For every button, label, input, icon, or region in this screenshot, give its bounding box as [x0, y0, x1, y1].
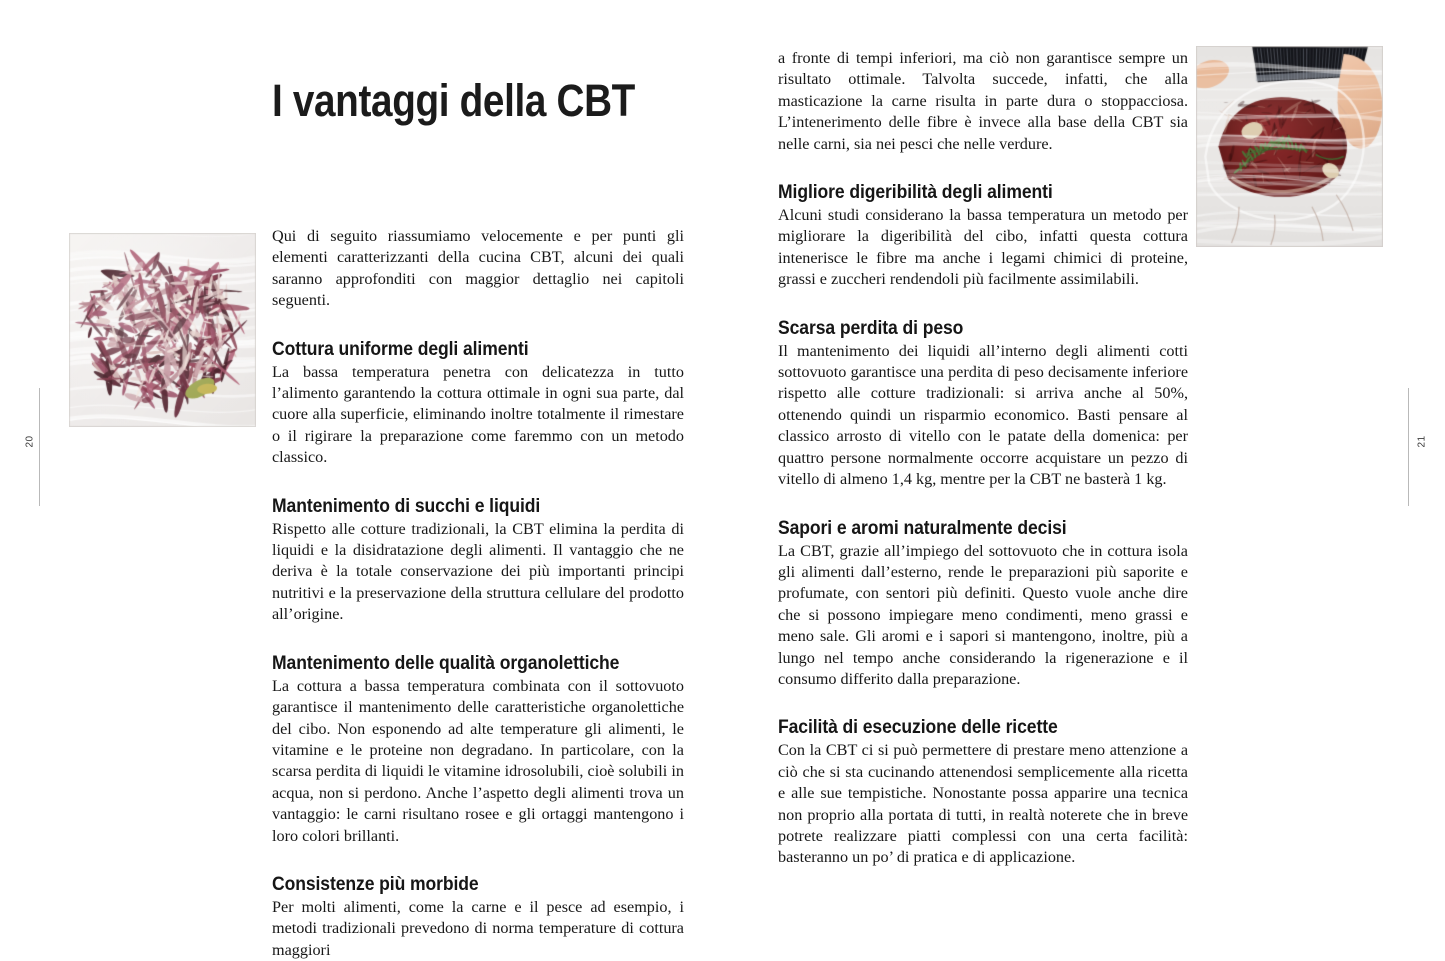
section-body: Con la CBT ci si può permettere di prestare meno attenzione a ciò che si sta cucinando attenendosi semplicemente alla ricetta e alle sue tempistiche. Nonostante possa apparire una tecnica non proprio alla portata di tutti, in realtà noterete che in breve potrete realizzare piatti complessi con una certa facilità: basteranno un po’ di pratica e di applicazione.	[778, 741, 1188, 867]
section-heading: Sapori e aromi naturalmente decisi	[778, 516, 1067, 539]
section-facilita-esecuzione	[778, 716, 1188, 868]
section-heading: Consistenze più morbide	[272, 872, 479, 895]
section-scarsa-perdita-peso	[778, 317, 1188, 491]
section-body: Alcuni studi considerano la bassa temperatura un metodo per migliorare la digeribilità del cibo, infatti questa cottura intenerisce le fibre ma anche i legami chimici di proteine, grassi e zuccheri rendendoli più facilmente assimilabili.	[778, 206, 1188, 289]
section-sapori-aromi	[778, 517, 1188, 691]
continuation-paragraph: a fronte di tempi inferiori, ma ciò non garantisce sempre un risultato ottimale. Talvolta succede, infatti, che alla masticazione la carne risulta in parte dura o stoppacciosa. L’intenerimento delle fibre è invece alla base della CBT sia nelle carni, sia nei pesci che nelle verdure.	[778, 49, 1188, 153]
intro-block	[272, 226, 684, 312]
radicchio-sottovuoto-photo	[69, 233, 256, 427]
folio-left	[18, 388, 58, 506]
page-number-left: 20	[24, 435, 36, 448]
section-cottura-uniforme	[272, 338, 684, 469]
section-consistenze-morbide	[272, 873, 684, 961]
intro-paragraph: Qui di seguito riassumiamo velocemente e per punti gli elementi caratterizzanti della cucina CBT, alcuni dei quali saranno approfonditi con maggior dettaglio nei capitoli seguenti.	[272, 227, 684, 310]
section-body: Il mantenimento dei liquidi all’interno degli alimenti cotti sottovuoto garantisce una perdita di peso decisamente inferiore rispetto alle cotture tradizionali: si arriva anche al 50%, ottenendo quindi un risparmio economico. Basti pensare al classico arrosto di vitello con le patate della domenica: per quattro persone normalmente occorre acquistare un pezzo di vitello di almeno 1,4 kg, mentre per la CBT ne basterà 1 kg.	[778, 341, 1188, 489]
section-heading: Mantenimento di succhi e liquidi	[272, 494, 541, 517]
section-heading: Scarsa perdita di peso	[778, 316, 964, 339]
carne-sottovuoto-photo	[1196, 46, 1383, 247]
section-qualita-organolettiche	[272, 652, 684, 847]
page-number-right: 21	[1416, 435, 1428, 448]
section-heading: Facilità di esecuzione delle ricette	[778, 716, 1058, 739]
folio-rule-right	[1408, 388, 1409, 506]
section-heading: Migliore digeribilità degli alimenti	[778, 181, 1053, 204]
section-heading: Cottura uniforme degli alimenti	[272, 337, 529, 360]
section-body: La CBT, grazie all’impiego del sottovuoto che in cottura isola gli alimenti dall’esterno, rende le preparazioni più saporite e profumate, con sentori più definiti. Questo vuole anche dire che si possono impiegare meno condimenti, meno grassi e meno sale. Gli aromi e i sapori si mantengono, inoltre, più a lungo nel tempo anche considerando la rigenerazione e il consumo differito dalla preparazione.	[778, 541, 1188, 688]
section-body: Per molti alimenti, come la carne e il pesce ad esempio, i metodi tradizionali prevedono di norma temperature di cottura maggiori	[272, 897, 684, 959]
section-body: Rispetto alle cotture tradizionali, la CBT elimina la perdita di liquidi e la disidratazione degli alimenti. Il vantaggio che ne deriva è la totale conservazione dei più importanti principi nutritivi e la preservazione della struttura cellulare del prodotto all’origine.	[272, 519, 684, 624]
section-body: La cottura a bassa temperatura combinata con il sottovuoto garantisce il mantenimento delle caratteristiche organolettiche del cibo. Non esponendo ad alte temperature gli alimenti, le vitamine e le proteine non degradano. In particolare, con la scarsa perdita di liquidi le vitamine idrosolubili, cioè solubili in acqua, non si perdono. Anche l’aspetto degli alimenti trova un vantaggio: le carni risultano rosee e gli ortaggi mantengono i loro colori brillanti.	[272, 676, 684, 845]
chapter-title: I vantaggi della CBT	[272, 75, 635, 127]
left-column	[272, 226, 684, 961]
section-migliore-digeribilita	[778, 181, 1188, 291]
right-column	[778, 48, 1188, 869]
section-heading: Mantenimento delle qualità organolettiche	[272, 651, 620, 674]
folio-rule-left	[39, 388, 40, 506]
folio-right	[1390, 388, 1430, 506]
section-mantenimento-succhi	[272, 495, 684, 626]
continuation-block	[778, 48, 1188, 155]
section-body: La bassa temperatura penetra con delicatezza in tutto l’alimento garantendo la cottura ottimale in ogni sua parte, dal cuore alla superficie, eliminando inoltre totalmente il rimestare o il rigirare la preparazione come faremmo con un metodo classico.	[272, 362, 684, 467]
